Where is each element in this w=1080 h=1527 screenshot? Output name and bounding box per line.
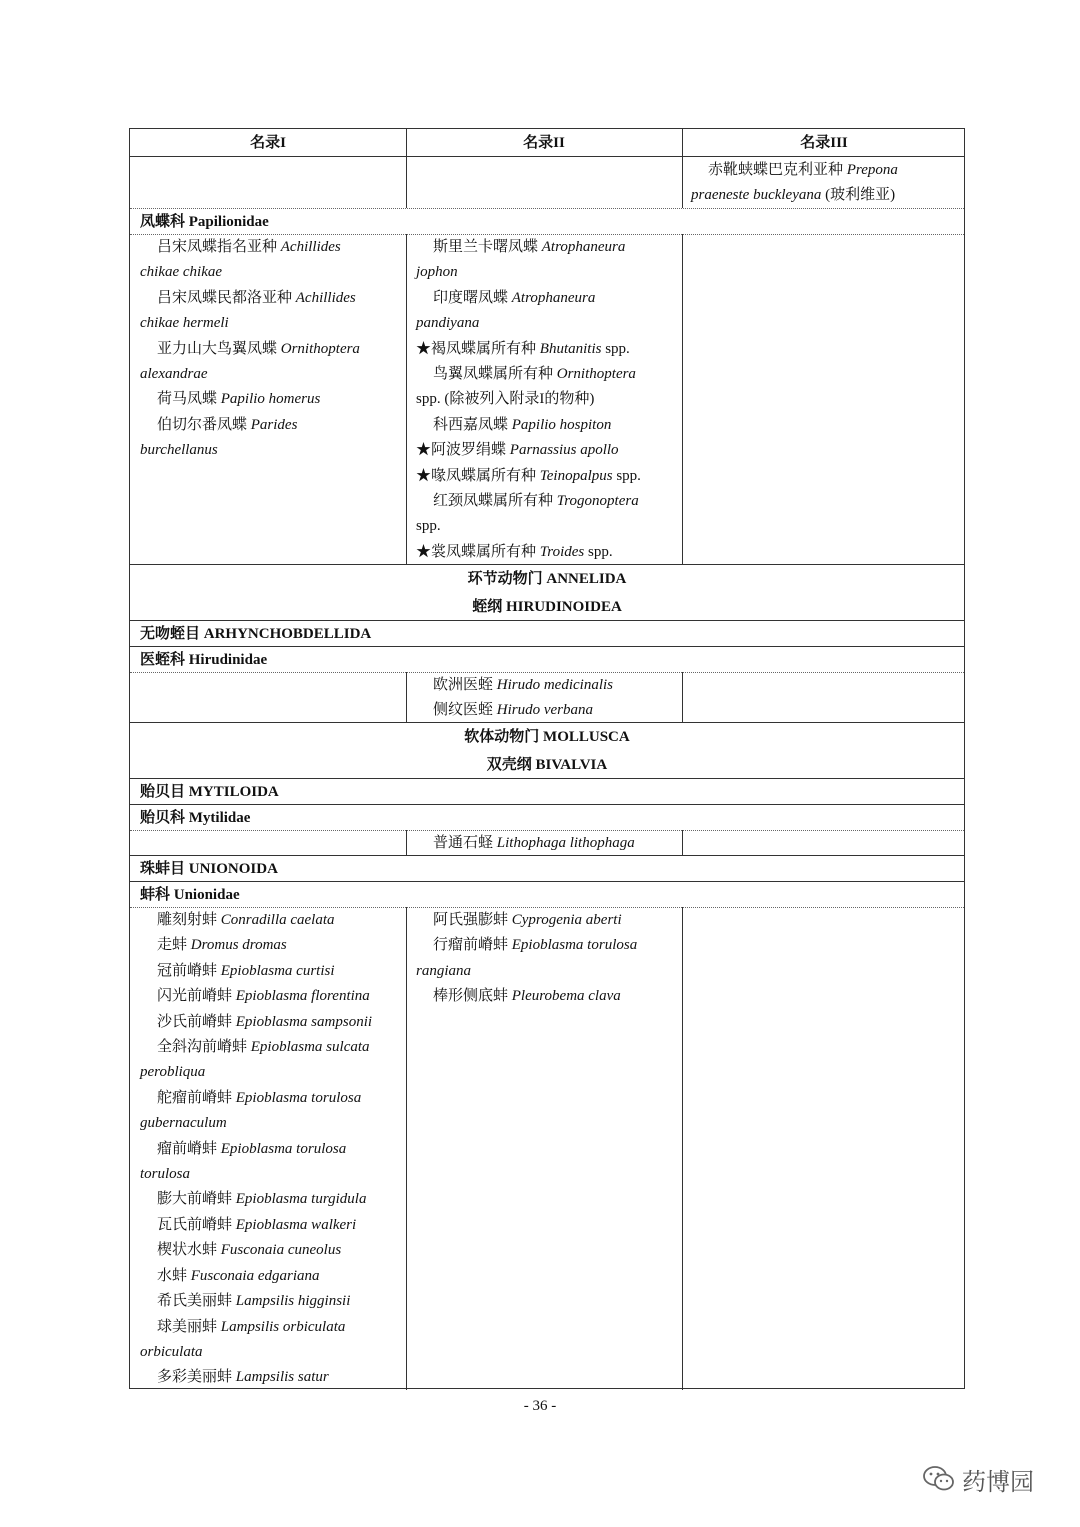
scientific-name: Papilio homerus [220, 391, 321, 408]
scientific-name: Hirudo verbana [496, 702, 594, 719]
mussel-species-entry [140, 1264, 402, 1289]
papilionidae-species-entry-continued [416, 514, 678, 539]
common-name: 裳凤蝶属所有种 [431, 543, 540, 560]
scientific-name: Epioblasma walkeri [235, 1216, 357, 1233]
scientific-name: Pleurobema clava [511, 988, 621, 1005]
mussel-species-entry [140, 959, 402, 984]
scientific-name: pandiyana [416, 315, 480, 332]
papilionidae-species-entry [140, 413, 402, 438]
scientific-name: Ornithoptera [556, 366, 636, 383]
column-divider [682, 830, 683, 855]
scientific-name: Trogonoptera [556, 493, 639, 510]
common-name: 走蚌 [157, 937, 191, 954]
class-bivalvia: 双壳纲 BIVALVIA [486, 757, 608, 773]
papilionidae-species-entry [416, 337, 678, 362]
mussel-species-entry [416, 984, 678, 1009]
scientific-name: Papilio hospiton [511, 416, 612, 433]
scientific-name: orbiculata [140, 1343, 203, 1360]
watermark [922, 1462, 1034, 1496]
scientific-name: Fusconaia cuneolus [220, 1242, 342, 1259]
mytilidae-appendix-2: 普通石蛏 Lithophaga lithophaga [433, 835, 635, 851]
family-unionidae: 蚌科 Unionidae [140, 887, 240, 903]
name-suffix: spp. [416, 518, 441, 535]
mussel-species-entry [416, 933, 678, 958]
papilionidae-species-entry [140, 387, 402, 412]
common-name: 吕宋凤蝶指名亚种 [157, 239, 281, 255]
common-name: 欧洲医蛭 [433, 677, 497, 693]
scientific-name: perobliqua [140, 1064, 206, 1081]
papilionidae-species-entry-continued [140, 362, 402, 387]
scientific-name: chikae chikae [140, 264, 223, 281]
common-name: 楔状水蚌 [157, 1242, 221, 1259]
papilionidae-species-entry [416, 286, 678, 311]
mussel-species-entry [140, 1035, 402, 1060]
common-name: 瘤前嵴蚌 [157, 1140, 221, 1157]
papilionidae-species-entry-continued [416, 260, 678, 285]
scientific-name: Achillides [295, 289, 356, 306]
mussel-species-entry [140, 1315, 402, 1340]
scientific-name: Atrophaneura [541, 239, 626, 255]
header-appendix-3: 名录III [800, 135, 848, 151]
scientific-name: Epioblasma torulosa [235, 1089, 362, 1106]
order-mytiloida: 贻贝目 MYTILOIDA [140, 784, 279, 800]
scientific-name: Epioblasma torulosa [511, 937, 638, 954]
common-name: 全斜沟前嵴蚌 [157, 1039, 251, 1056]
papilionidae-species-entry [416, 235, 678, 260]
papilionidae-species-entry [416, 464, 678, 489]
papilionidae-species-entry [416, 362, 678, 387]
scientific-name: Epioblasma florentina [235, 988, 370, 1005]
star-icon: ★ [416, 340, 432, 357]
scientific-name: Epioblasma turgidula [235, 1191, 367, 1208]
papilionidae-species-entry-continued [416, 311, 678, 336]
papilionidae-appendix-1 [140, 235, 402, 464]
common-name: 希氏美丽蚌 [157, 1293, 236, 1310]
papilionidae-species-entry [416, 540, 678, 565]
column-divider [682, 234, 683, 564]
scientific-name: Conradilla caelata [220, 912, 335, 928]
leech-species-entry [416, 698, 678, 723]
scientific-name: gubernaculum [140, 1115, 227, 1132]
mussel-species-entry [140, 1289, 402, 1314]
scientific-name: Bhutanitis [539, 340, 602, 357]
common-name: 瓦氏前嵴蚌 [157, 1216, 236, 1233]
papilionidae-species-entry [140, 235, 402, 260]
common-name: 鸟翼凤蝶属所有种 [433, 366, 557, 383]
common-name: 斯里兰卡曙凤蝶 [433, 239, 542, 255]
mussel-species-entry [140, 1365, 402, 1390]
scientific-name: Hirudo medicinalis [496, 677, 614, 693]
common-name: 棒形侧底蚌 [433, 988, 512, 1005]
common-name: 雕刻射蚌 [157, 912, 221, 928]
scientific-name: Epioblasma sulcata [250, 1039, 370, 1056]
watermark-text: 药博园 [962, 1467, 1034, 1496]
scientific-name: Parnassius apollo [509, 442, 619, 459]
common-name: 侧纹医蛭 [433, 702, 497, 719]
family-hirudinidae: 医蛭科 Hirudinidae [140, 652, 268, 668]
common-name: 红颈凤蝶属所有种 [433, 493, 557, 510]
mussel-species-entry-continued [140, 1060, 402, 1085]
mussel-species-entry-continued [416, 959, 678, 984]
common-name: 舵瘤前嵴蚌 [157, 1089, 236, 1106]
scientific-name: alexandrae [140, 366, 208, 383]
order-arhynchobdellida: 无吻蛭目 ARHYNCHOBDELLIDA [140, 626, 372, 642]
page-number: - 36 - [523, 1398, 557, 1414]
scientific-name: Lampsilis higginsii [235, 1293, 351, 1310]
common-name: 沙氏前嵴蚌 [157, 1013, 236, 1030]
mussel-species-entry [140, 1213, 402, 1238]
common-name: 冠前嵴蚌 [157, 962, 221, 979]
mussel-species-entry-continued [140, 1340, 402, 1365]
scientific-name: Troides [539, 543, 585, 560]
class-hirudinoidea: 蛭纲 HIRUDINOIDEA [472, 599, 622, 615]
unionidae-appendix-1 [140, 908, 402, 1391]
name-suffix: spp. [584, 543, 613, 560]
column-divider [682, 907, 683, 1390]
name-suffix: spp. [601, 340, 630, 357]
papilionidae-appendix-2 [416, 235, 678, 565]
scientific-name: chikae hermeli [140, 315, 229, 332]
name-suffix: spp. (除被列入附录I的物种) [416, 391, 595, 408]
column-divider [682, 672, 683, 722]
scientific-name: Cyprogenia aberti [511, 912, 622, 928]
phylum-mollusca: 软体动物门 MOLLUSCA [464, 729, 630, 745]
scientific-name: rangiana [416, 962, 472, 979]
mussel-species-entry [140, 1010, 402, 1035]
column-divider [406, 907, 407, 1390]
mussel-species-entry [140, 1086, 402, 1111]
common-name: 伯切尔番凤蝶 [157, 416, 251, 433]
common-name: 褐凤蝶属所有种 [431, 340, 540, 357]
checklist-table [129, 128, 965, 1389]
star-icon: ★ [416, 442, 432, 459]
papilionidae-species-entry [140, 337, 402, 362]
mussel-species-entry [416, 908, 678, 933]
mussel-species-entry [140, 1137, 402, 1162]
common-name: 阿氏强膨蚌 [433, 912, 512, 928]
common-name: 水蚌 [157, 1267, 191, 1284]
common-name: 荷马凤蝶 [157, 391, 221, 408]
phylum-annelida: 环节动物门 ANNELIDA [467, 571, 627, 587]
scientific-name: Lampsilis satur [235, 1369, 329, 1386]
common-name: 吕宋凤蝶民都洛亚种 [157, 289, 296, 306]
scientific-name: Epioblasma torulosa [220, 1140, 347, 1157]
mussel-species-entry [140, 984, 402, 1009]
order-unionoida: 珠蚌目 UNIONOIDA [140, 861, 278, 877]
papilionidae-species-entry [140, 286, 402, 311]
mussel-species-entry-continued [140, 1111, 402, 1136]
row-divider [130, 156, 964, 157]
common-name: 多彩美丽蚌 [157, 1369, 236, 1386]
prepona-entry: 赤靴蛱蝶巴克利亚种 Prepona praeneste buckleyana (玻利维亚) [691, 162, 898, 204]
common-name: 亚力山大鸟翼凤蝶 [157, 340, 281, 357]
mussel-species-entry-continued [140, 1162, 402, 1187]
common-name: 印度曙凤蝶 [433, 289, 512, 306]
scientific-name: Ornithoptera [280, 340, 360, 357]
common-name: 闪光前嵴蚌 [157, 988, 236, 1005]
scientific-name: Epioblasma sampsonii [235, 1013, 373, 1030]
common-name: 喙凤蝶属所有种 [431, 467, 540, 484]
star-icon: ★ [416, 543, 432, 560]
scientific-name: Teinopalpus [539, 467, 613, 484]
star-icon: ★ [416, 467, 432, 484]
hirudinidae-appendix-2 [416, 673, 678, 724]
common-name: 科西嘉凤蝶 [433, 416, 512, 433]
scientific-name: jophon [416, 264, 458, 281]
common-name: 膨大前嵴蚌 [157, 1191, 236, 1208]
column-divider [406, 830, 407, 855]
scientific-name: Fusconaia edgariana [190, 1267, 320, 1284]
wechat-icon [922, 1464, 956, 1494]
scientific-name: torulosa [140, 1166, 191, 1183]
scientific-name: Dromus dromas [190, 937, 287, 954]
scientific-name: Atrophaneura [511, 289, 596, 306]
common-name: 行瘤前嵴蚌 [433, 937, 512, 954]
family-mytilidae: 贻贝科 Mytilidae [140, 810, 251, 826]
scientific-name: Lampsilis orbiculata [220, 1318, 346, 1335]
unionidae-appendix-2 [416, 908, 678, 1010]
name-suffix: spp. [612, 467, 641, 484]
mussel-species-entry [140, 933, 402, 958]
family-papilionidae: 凤蝶科 Papilionidae [140, 214, 269, 230]
mussel-species-entry [140, 908, 402, 933]
papilionidae-species-entry [416, 413, 678, 438]
papilionidae-species-entry-continued [140, 311, 402, 336]
scientific-name: burchellanus [140, 442, 218, 459]
header-appendix-2: 名录II [523, 135, 565, 151]
scientific-name: Epioblasma curtisi [220, 962, 335, 979]
leech-species-entry [416, 673, 678, 698]
scientific-name: Parides [250, 416, 298, 433]
header-appendix-1: 名录I [250, 135, 286, 151]
papilionidae-species-entry-continued [140, 260, 402, 285]
mussel-species-entry [140, 1238, 402, 1263]
papilionidae-species-entry [416, 438, 678, 463]
papilionidae-species-entry-continued [140, 438, 402, 463]
column-divider [406, 234, 407, 564]
scientific-name: Achillides [280, 239, 341, 255]
column-divider [406, 672, 407, 722]
papilionidae-species-entry-continued [416, 387, 678, 412]
common-name: 球美丽蚌 [157, 1318, 221, 1335]
common-name: 阿波罗绢蝶 [431, 442, 510, 459]
papilionidae-species-entry [416, 489, 678, 514]
mussel-species-entry [140, 1187, 402, 1212]
